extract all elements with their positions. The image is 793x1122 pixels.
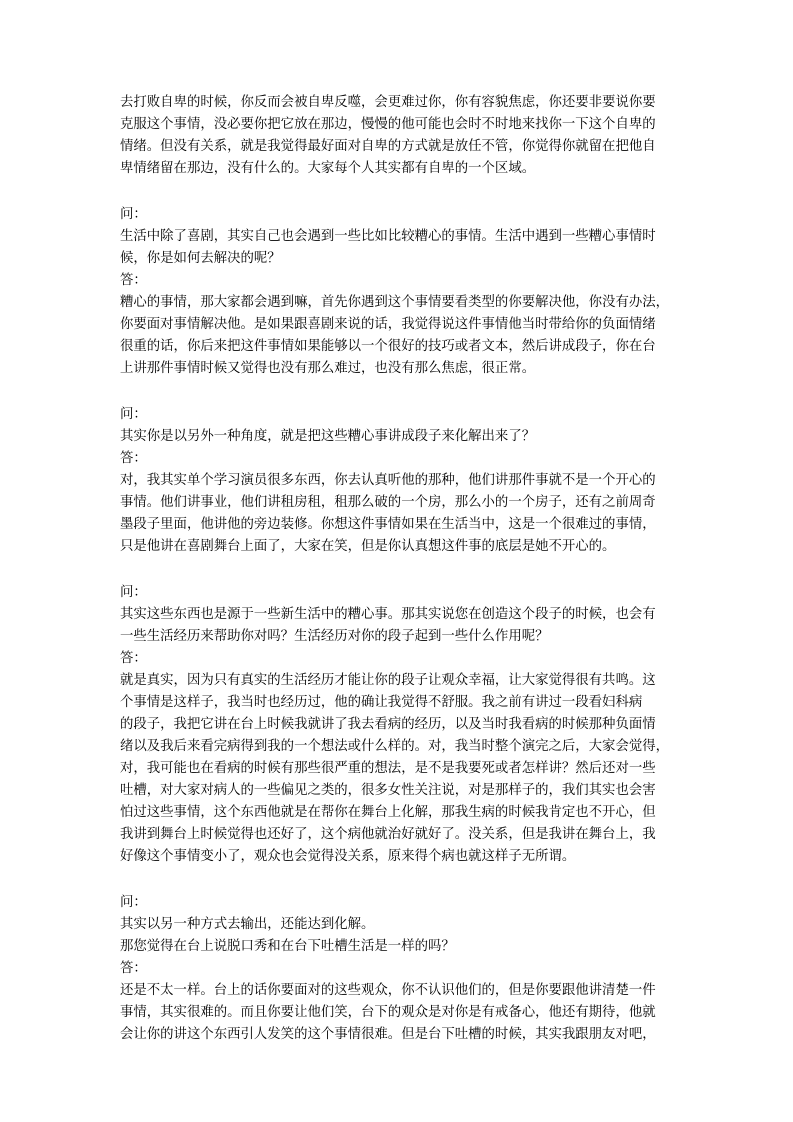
text-line: 还是不太一样。台上的话你要面对的这些观众，你不认识他们的，但是你要跟他讲清楚一件 xyxy=(120,983,656,998)
text-line: 一些生活经历来帮助你对吗？生活经历对你的段子起到一些什么作用呢？ xyxy=(120,629,549,644)
text-line: 情绪。但没有关系，就是我觉得最好面对自卑的方式就是放任不管，你觉得你就留在把他自 xyxy=(120,139,656,154)
text-line: 生活中除了喜剧，其实自己也会遇到一些比如比较糟心的事情。生活中遇到一些糟心事情时 xyxy=(120,229,656,244)
text-section xyxy=(120,582,675,868)
text-line: 会让你的讲这个东西引人发笑的这个事情很难。但是台下吐槽的时候，其实我跟朋友对吧， xyxy=(120,1027,656,1042)
question-label: 问： xyxy=(120,585,147,600)
text-line: 其实以另一种方式去输出，还能达到化解。 xyxy=(120,917,375,932)
text-line: 的段子，我把它讲在台上时候我就讲了我去看病的经历，以及当时我看病的时候那种负面情 xyxy=(120,717,656,732)
text-section xyxy=(120,892,675,1046)
text-line: 其实这些东西也是源于一些新生活中的糟心事。那其实说您在创造这个段子的时候，也会有 xyxy=(120,607,656,622)
text-section xyxy=(120,92,675,180)
text-line: 那您觉得在台上说脱口秀和在台下吐槽生活是一样的吗？ xyxy=(120,939,455,954)
text-line: 对，我可能也在看病的时候有那些很严重的想法，是不是我要死或者怎样讲？然后还对一些 xyxy=(120,761,656,776)
answer-label: 答： xyxy=(120,273,147,288)
answer-label: 答： xyxy=(120,451,147,466)
text-line: 其实你是以另外一种角度，就是把这些糟心事讲成段子来化解出来了？ xyxy=(120,429,536,444)
text-line: 墨段子里面，他讲他的旁边装修。你想这件事情如果在生活当中，这是一个很难过的事情， xyxy=(120,517,656,532)
document-body xyxy=(120,92,675,1070)
question-label: 问： xyxy=(120,407,147,422)
text-line: 去打败自卑的时候，你反而会被自卑反噬，会更难过你，你有容貌焦虑，你还要非要说你要 xyxy=(120,95,656,110)
text-line: 糟心的事情，那大家都会遇到嘛，首先你遇到这个事情要看类型的你要解决他，你没有办法， xyxy=(120,295,670,310)
text-line: 克服这个事情，没必要你把它放在那边，慢慢的他可能也会时不时地来找你一下这个自卑的 xyxy=(120,117,656,132)
answer-label: 答： xyxy=(120,961,147,976)
text-line: 事情。他们讲事业，他们讲租房租，租那么破的一个房，那么小的一个房子，还有之前周奇 xyxy=(120,495,656,510)
text-line: 你要面对事情解决他。是如果跟喜剧来说的话，我觉得说这件事情他当时带给你的负面情绪 xyxy=(120,317,656,332)
question-label: 问： xyxy=(120,207,147,222)
text-section xyxy=(120,204,675,380)
text-line: 好像这个事情变小了，观众也会觉得没关系，原来得个病也就这样子无所谓。 xyxy=(120,849,576,864)
text-line: 很重的话，你后来把这件事情如果能够以一个很好的技巧或者文本，然后讲成段子，你在台 xyxy=(120,339,656,354)
text-line: 我讲到舞台上时候觉得也还好了，这个病他就治好就好了。没关系，但是我讲在舞台上，我 xyxy=(120,827,656,842)
text-line: 只是他讲在喜剧舞台上面了，大家在笑，但是你认真想这件事的底层是她不开心的。 xyxy=(120,539,616,554)
text-section xyxy=(120,404,675,558)
question-label: 问： xyxy=(120,895,147,910)
text-line: 事情，其实很难的。而且你要让他们笑，台下的观众是对你是有戒备心，他还有期待，他就 xyxy=(120,1005,656,1020)
text-line: 绪以及我后来看完病得到我的一个想法或什么样的。对，我当时整个演完之后，大家会觉得， xyxy=(120,739,670,754)
text-line: 怕过这些事情，这个东西他就是在帮你在舞台上化解，那我生病的时候我肯定也不开心，但 xyxy=(120,805,656,820)
text-line: 吐槽，对大家对病人的一些偏见之类的，很多女性关注说，对是那样子的，我们其实也会害 xyxy=(120,783,656,798)
text-line: 就是真实，因为只有真实的生活经历才能让你的段子让观众幸福，让大家觉得很有共鸣。这 xyxy=(120,673,656,688)
answer-label: 答： xyxy=(120,651,147,666)
text-line: 对，我其实单个学习演员很多东西，你去认真听他的那种，他们讲那件事就不是一个开心的 xyxy=(120,473,656,488)
text-line: 上讲那件事情时候又觉得也没有那么难过，也没有那么焦虑，很正常。 xyxy=(120,361,536,376)
text-line: 候，你是如何去解决的呢？ xyxy=(120,251,281,266)
text-line: 个事情是这样子，我当时也经历过，他的确让我觉得不舒服。我之前有讲过一段看妇科病 xyxy=(120,695,643,710)
text-line: 卑情绪留在那边，没有什么的。大家每个人其实都有自卑的一个区域。 xyxy=(120,161,536,176)
